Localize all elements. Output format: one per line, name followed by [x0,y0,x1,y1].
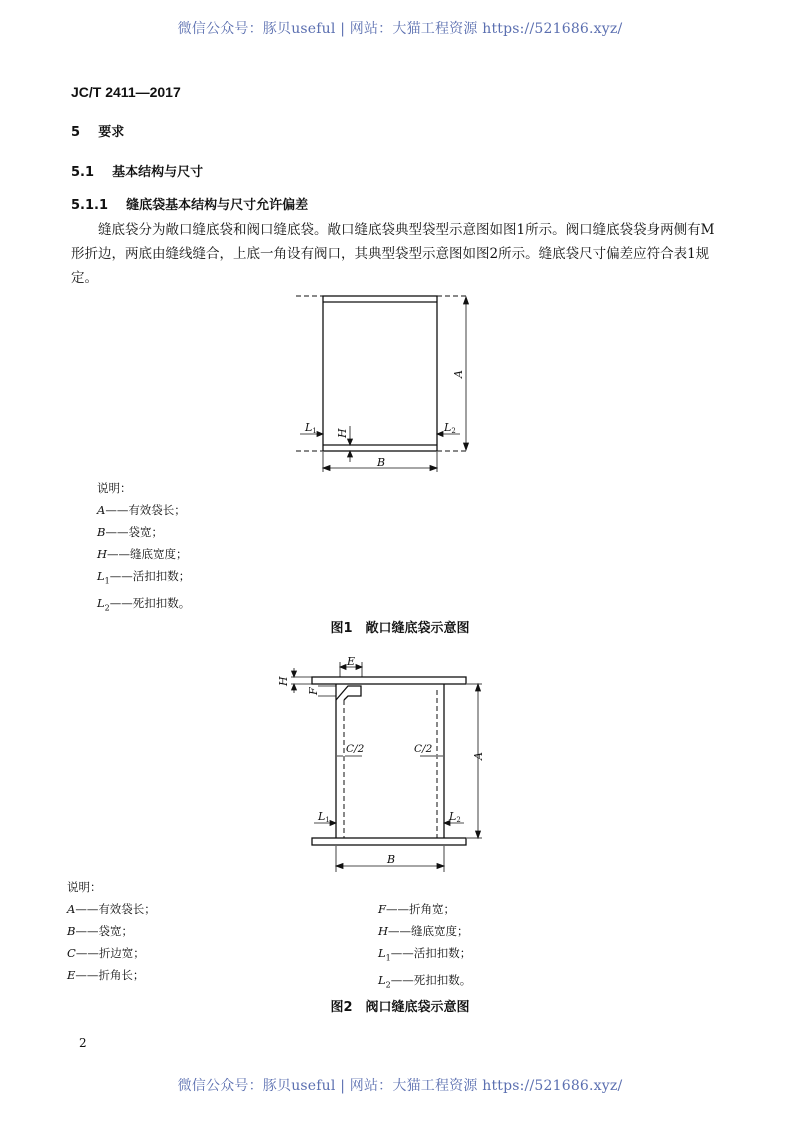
legend-text: ——活扣扣数； [390,946,472,960]
legend-item [97,565,190,592]
legend-text: ——折角宽； [385,902,455,916]
legend-item [67,898,156,920]
section-number: 5.1 [71,165,95,180]
legend-symbol: B [67,924,76,938]
dimension-a [467,684,482,838]
page-number: 2 [79,1036,87,1050]
legend-text: ——袋宽； [75,924,133,938]
section-number: 5.1.1 [71,198,109,213]
legend-item [378,969,471,996]
figure-2-legend-left [67,898,156,986]
figure-2-diagram [270,652,490,874]
legend-text: ——活扣扣数； [109,569,191,583]
standard-code: JC/T 2411—2017 [71,84,181,100]
heading-section-5-1-1 [71,194,308,213]
legend-subscript: 2 [385,980,391,990]
legend-text: ——袋宽； [105,525,163,539]
label-a: A [452,370,465,378]
section-title: 缝底袋基本结构与尺寸允许偏差 [126,198,309,213]
heading-section-5-1 [71,161,203,180]
label-h: H [336,428,349,438]
label-e: E [347,655,356,668]
label-h: H [277,676,290,686]
legend-symbol: L [378,946,386,960]
legend-symbol: A [67,902,76,916]
section-title: 要求 [98,125,125,140]
section-title: 基本结构与尺寸 [112,165,204,180]
label-l1: L1 [305,421,317,435]
valve-flap [336,686,361,700]
bag-outline [323,296,437,451]
label-l2: L2 [449,810,461,824]
figure-2-legend-title: 说明： [67,880,102,894]
label-c-half-right: C/2 [414,743,433,755]
legend-item [67,920,156,942]
legend-text: ——折角长； [75,968,145,982]
legend-symbol: A [97,503,106,517]
legend-item [67,964,156,986]
legend-subscript: 2 [104,603,110,613]
legend-item [97,543,190,565]
label-b: B [387,853,396,866]
legend-text: ——缝底宽度； [107,547,188,561]
legend-item [378,942,471,969]
watermark-top: 微信公众号：豚贝useful | 网站：大猫工程资源 https://521686.xyz/ [177,21,623,37]
label-b: B [377,456,386,469]
figure-1-diagram [290,288,490,474]
section-number: 5 [71,125,81,140]
legend-symbol: C [67,946,76,960]
legend-text: ——死扣扣数。 [390,973,472,988]
legend-text: ——折边宽； [75,946,145,960]
legend-symbol: L [97,569,105,583]
legend-text: ——有效袋长； [75,902,156,916]
legend-symbol: F [378,902,386,916]
legend-item [378,898,471,920]
legend-item [97,592,190,619]
watermark-bottom: 微信公众号：豚贝useful | 网站：大猫工程资源 https://521686.xyz/ [177,1078,623,1094]
bottom-seam-band [312,838,466,845]
legend-symbol: H [97,547,108,561]
legend-symbol: E [67,968,76,982]
legend-symbol: B [97,525,106,539]
figure-2-caption: 图2 阀口缝底袋示意图 [330,1000,470,1015]
legend-symbol: L [97,596,105,611]
label-f: F [307,687,320,695]
figure-2-legend-right [378,898,471,997]
figure-1-caption: 图1 敞口缝底袋示意图 [330,621,470,636]
label-l2: L2 [444,421,456,435]
legend-item [97,521,190,543]
label-a: A [472,752,485,760]
legend-text: ——死扣扣数。 [109,596,191,611]
legend-title: 说明： [97,481,132,495]
legend-item [67,942,156,964]
legend-symbol: L [378,973,386,988]
legend-text: ——有效袋长； [105,503,186,517]
label-l1: L1 [318,810,330,824]
legend-item [97,499,190,521]
legend-subscript: 1 [385,953,391,963]
label-c-half-left: C/2 [346,743,365,755]
legend-text: ——缝底宽度； [388,924,469,938]
legend-symbol: H [378,924,389,938]
top-seam-band [312,677,466,684]
dimension-f [318,686,336,696]
body-paragraph: 缝底袋分为敞口缝底袋和阀口缝底袋。敞口缝底袋典型袋型示意图如图1所示。阀口缝底袋袋身两侧有M形折边，两底由缝线缝合，上底一角设有阀口，其典型袋型示意图如图2所示。缝底袋尺寸偏差应符合表1规定。 [71,222,715,286]
legend-subscript: 1 [104,576,110,586]
legend-item [378,920,471,942]
heading-section-5 [71,121,124,140]
figure-1-legend [97,477,190,620]
